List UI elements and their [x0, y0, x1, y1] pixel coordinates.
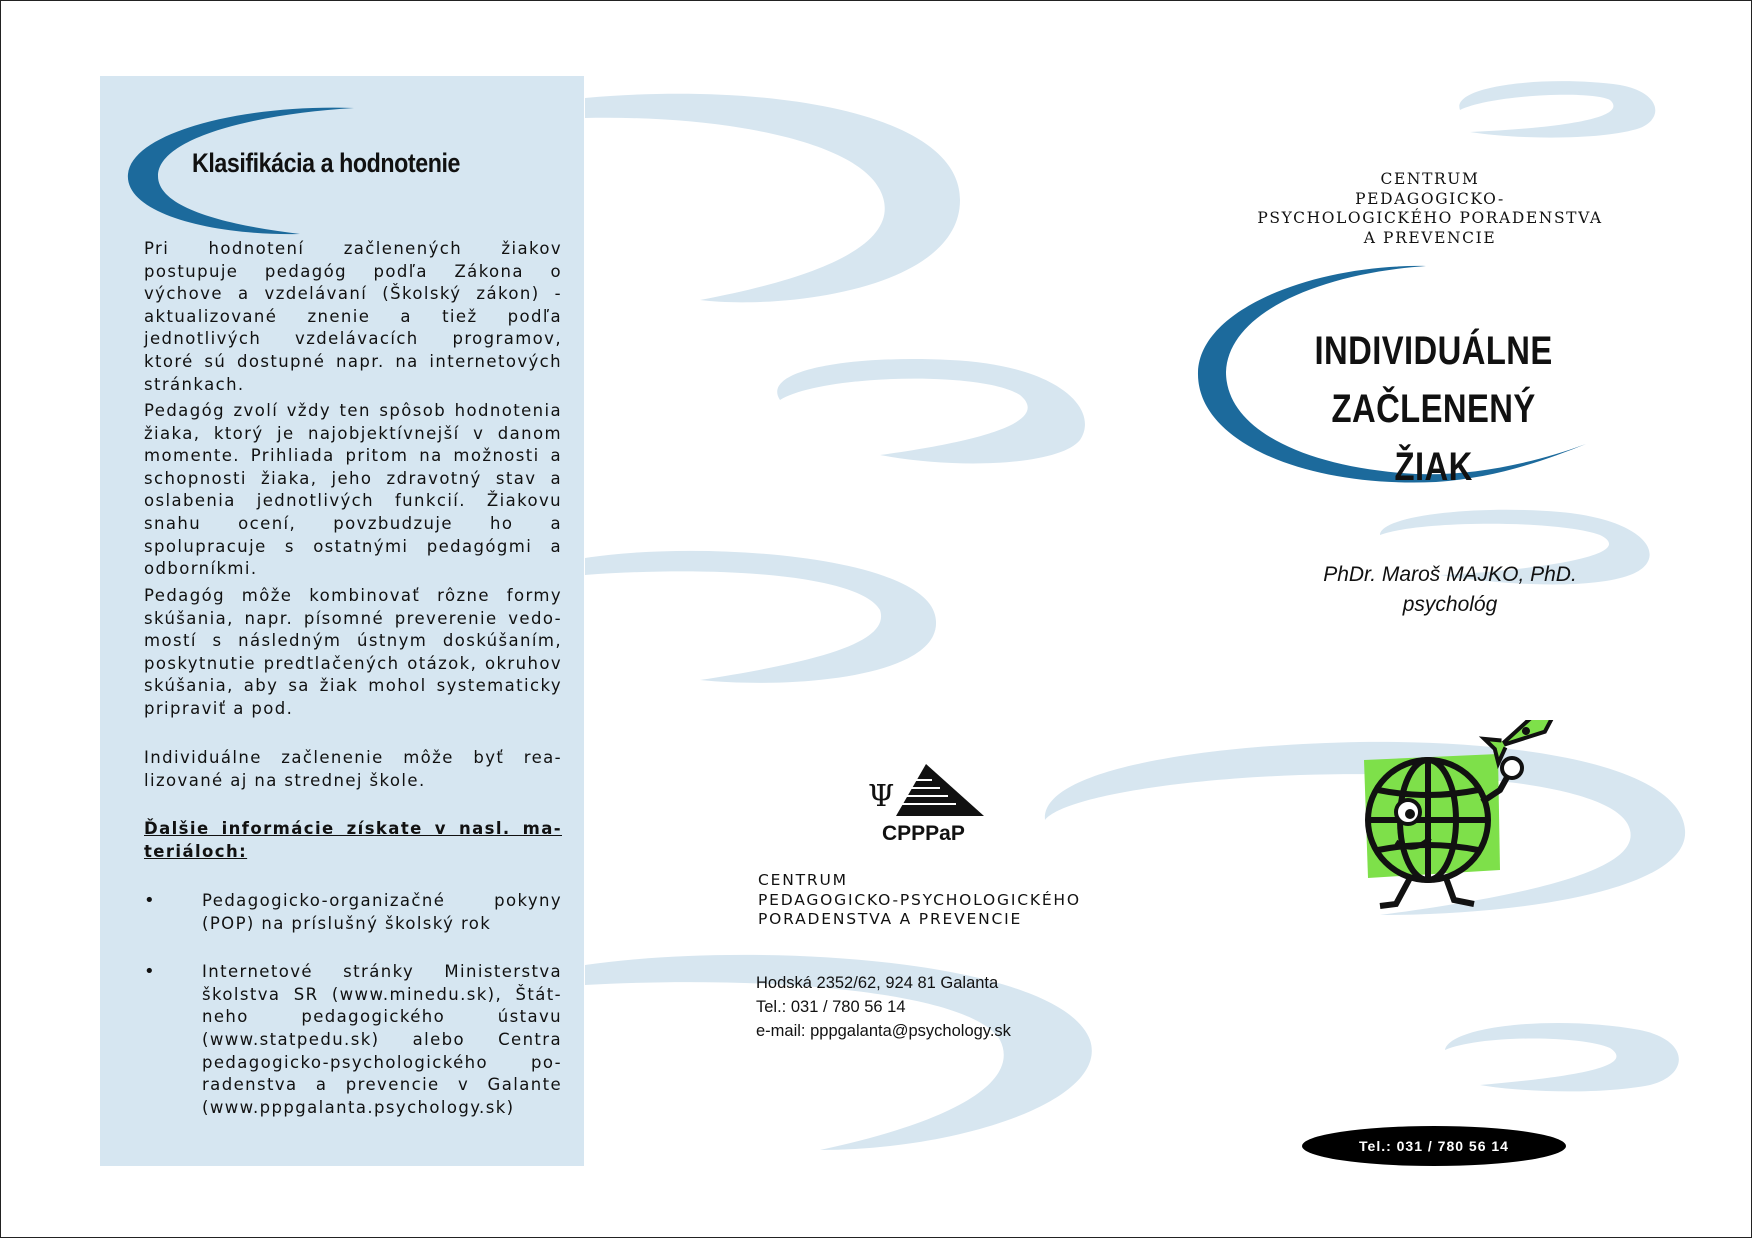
org-header-line: PSYCHOLOGICKÉHO PORADENSTVA — [1257, 209, 1603, 227]
list-item-text: Internetové stránky Ministerstva školstva SR (www.minedu.sk), Štát- neho pedagogického ústavu (www.statpedu.sk) alebo Centra pedagogicko-psychologického po- radenstva a prevencie v Galante (www.pppgalanta.psychology.sk) — [202, 962, 562, 1117]
org-name-line: PEDAGOGICKO-PSYCHOLOGICKÉHO — [758, 890, 1081, 909]
globe-character-with-rocket-icon — [1350, 720, 1576, 910]
paragraph-hodnotenie: Pri hodnotení začlenených žiakov postupuje pedagóg podľa Zákona o výchove a vzdelávaní (Školský zákon) - aktualizované znenie a tiež podľa jednotlivých vzdelávacích programov, ktoré sú dostupné napr. na internetových stránkach. — [144, 239, 562, 394]
logo-label: CPPPaP — [882, 822, 965, 845]
bullet-icon: • — [144, 890, 157, 911]
org-header-line: PEDAGOGICKO- — [1355, 189, 1505, 208]
author-role: psychológ — [1402, 593, 1498, 616]
contact-block — [756, 971, 1156, 1043]
psi-icon: Ψ — [868, 779, 895, 814]
bullet-icon: • — [144, 961, 157, 983]
cover-org-header — [1240, 170, 1620, 248]
main-title-line: ŽIAK — [1394, 445, 1473, 489]
back-org-name — [758, 871, 1158, 930]
more-info-heading: Ďalšie informácie získate v nasl. ma- teriáloch: — [144, 819, 562, 861]
address: Hodská 2352/62, 924 81 Galanta — [756, 974, 999, 992]
list-item — [144, 961, 562, 1119]
list-item — [144, 890, 562, 935]
org-name-line: CENTRUM — [758, 871, 848, 889]
paragraph-sposob-hodnotenia: Pedagóg zvolí vždy ten spôsob hodnotenia žiaka, ktorý je najobjektívnejší v danom momente. Prihliada pritom na možnosti a schopnosti žiaka, jeho zdravotný stav a oslabenia jednotlivých funkcií. Žiakovu snahu ocení, povzbudzuje ho a spolupracuje s ostatnými pedagógmi a odborníkmi. — [144, 401, 562, 579]
main-title-line: INDIVIDUÁLNE ZAČLENENÝ — [1314, 329, 1553, 431]
org-header-line: CENTRUM — [1380, 170, 1480, 188]
section-title: Klasifikácia a hodnotenie — [192, 148, 460, 178]
author-name: PhDr. Maroš MAJKO, PhD. — [1323, 563, 1577, 586]
materials-list — [144, 890, 562, 1145]
org-name-line: PORADENSTVA A PREVENCIE — [758, 910, 1023, 928]
list-item-text: Pedagogicko-organizačné pokyny (POP) na príslušný školský rok — [202, 891, 562, 933]
author-block — [1290, 560, 1610, 620]
main-title — [1270, 322, 1598, 496]
paragraph-formy-skusania: Pedagóg môže kombinovať rôzne formy skúšania, napr. písomné preverenie vedo- mostí s následným ústnym doskúšaním, poskytnutie predtlačených otázok, okruhov skúšania, aby sa žiak mohol systematicky pripraviť a pod. — [144, 586, 562, 718]
org-header-line: A PREVENCIE — [1363, 228, 1497, 247]
phone-pill: Tel.: 031 / 780 56 14 — [1302, 1126, 1566, 1166]
email: e-mail: pppgalanta@psychology.sk — [756, 1022, 1011, 1040]
paragraph-stredna-skola: Individuálne začlenenie môže byť rea- lizované aj na strednej škole. — [144, 748, 562, 790]
phone: Tel.: 031 / 780 56 14 — [756, 998, 906, 1016]
